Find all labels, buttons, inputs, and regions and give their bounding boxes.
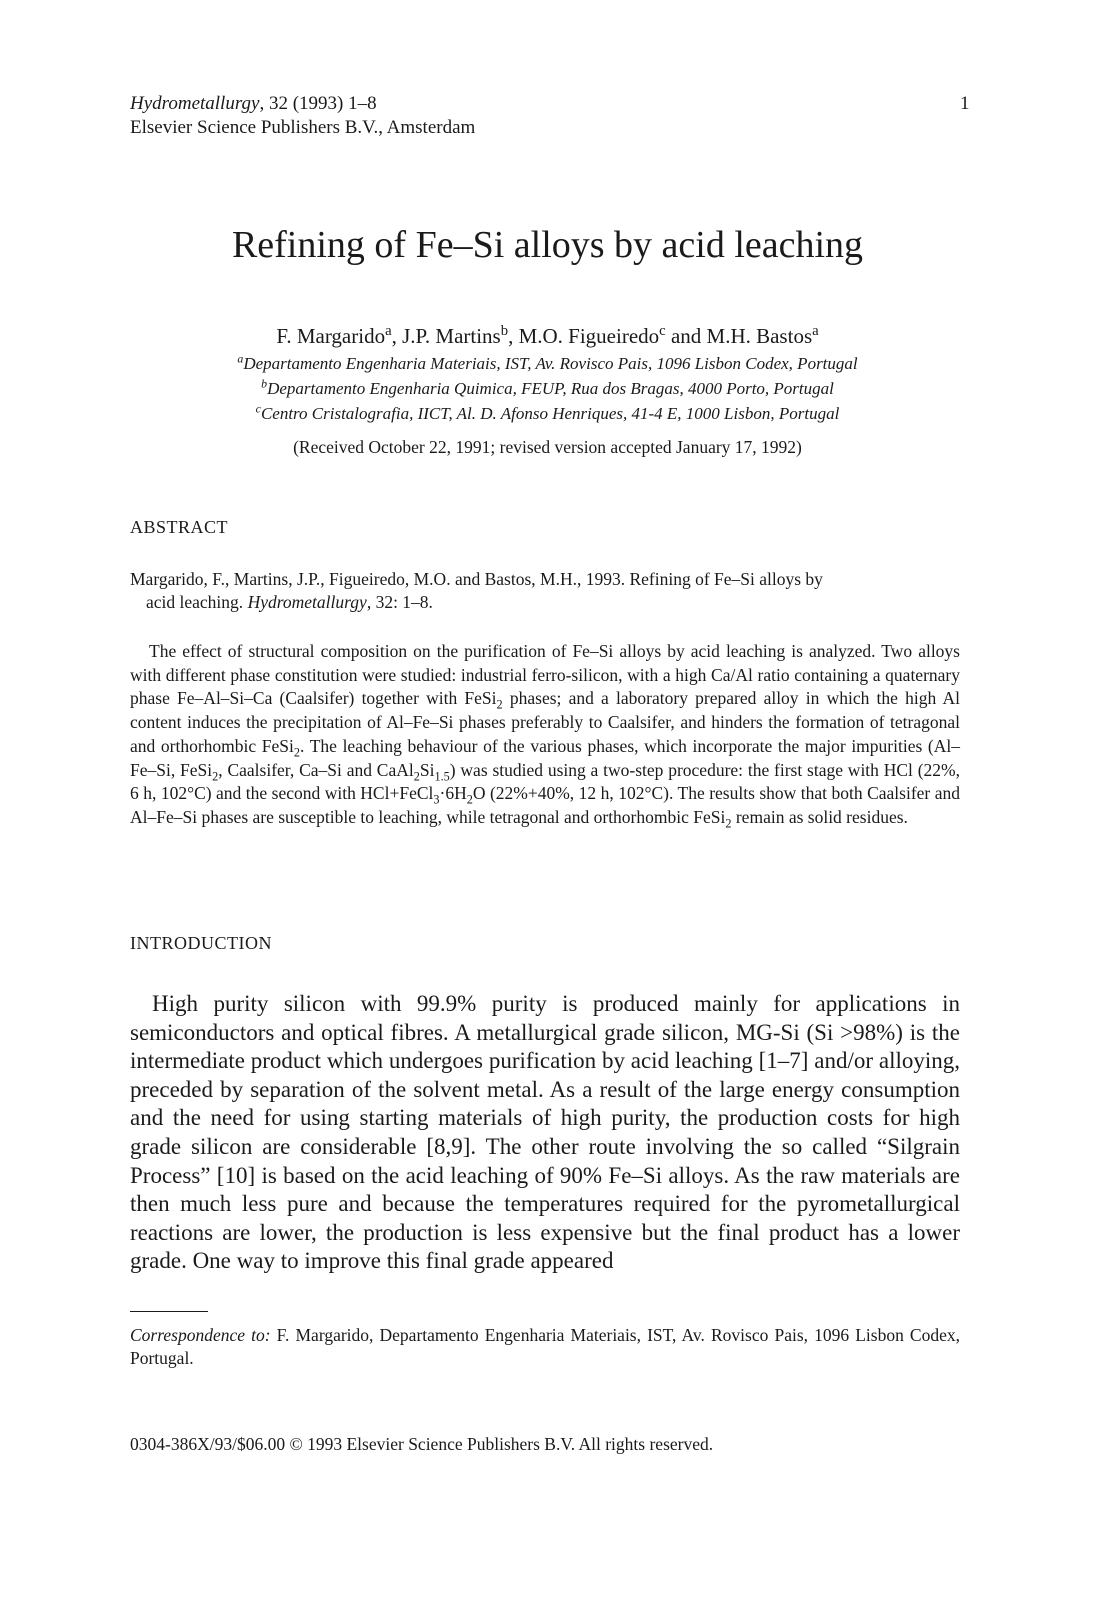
introduction-heading: INTRODUCTION xyxy=(130,933,272,953)
page-number: 1 xyxy=(960,93,970,114)
citation-journal: Hydrometallurgy xyxy=(247,592,367,612)
introduction-body: High purity silicon with 99.9% purity is produced mainly for applications in semiconductors and optical fibres. A metallurgical grade silicon, MG-Si (Si >98%) is the intermediate product which undergoes purification by acid leaching [1–7] and/or alloying, preceded by separation of the solvent metal. As a result of the large energy consumption and the need for using starting materials of high purity, the production costs for high grade silicon are considerable [8,9]. The other route involving the so called “Silgrain Process” [10] is based on the acid leaching of 90% Fe–Si alloys. As the raw materials are then much less pure and because the temperatures required for the pyrometallurgical reactions are lower, the production is less expensive but the final product has a lower grade. One way to improve this final grade appeared xyxy=(130,991,960,1274)
copyright-line: 0304-386X/93/$06.00 © 1993 Elsevier Science Publishers B.V. All rights reserved. xyxy=(130,1434,714,1454)
abstract-heading: ABSTRACT xyxy=(130,517,229,537)
affiliations xyxy=(0,351,1095,426)
paper-title: Refining of Fe–Si alloys by acid leaching xyxy=(231,224,864,266)
footnote-label: Correspondence to: xyxy=(130,1325,271,1345)
author: M.H. Bastos$^a$ xyxy=(706,323,819,348)
journal-name: Hydrometallurgy xyxy=(130,93,260,114)
footnote-divider xyxy=(130,1311,208,1312)
author: J.P. Martins$^b$ xyxy=(402,323,509,348)
journal-reference xyxy=(130,92,475,116)
affiliation: $^a$Departamento Engenharia Materiais, IST, Av. Rovisco Pais, 1096 Lisbon Codex, Portugal xyxy=(237,351,858,373)
citation-line: Margarido, F., Martins, J.P., Figueiredo, M.O. and Bastos, M.H., 1993. Refining of Fe–Si alloys by xyxy=(130,569,823,589)
affiliation: $^b$Departamento Engenharia Quimica, FEUP, Rua dos Bragas, 4000 Porto, Portugal xyxy=(261,376,834,398)
abstract-body: The effect of structural composition on the purification of Fe–Si alloys by acid leaching is analyzed. Two alloys with different phase constitution were studied: industrial ferro-silicon, with a high Ca/Al ratio containing a quaternary phase Fe–Al–Si–Ca (Caalsifer) together with FeSi$_2$ phases; and a laboratory prepared alloy in which the high Al content induces the precipitation of Al–Fe–Si phases preferably to Caalsifer, and hinders the formation of tetragonal and orthorhombic FeSi$_2$. The leaching behaviour of the various phases, which incorporate the major impurities (Al–Fe–Si, FeSi$_2$, Caalsifer, Ca–Si and $CaAl_2Si_{1.5}$) was studied using a two-step procedure: the first stage with HCl (22%, 6 h, 102°C) and the second with $HCl+FeCl_3\cdot 6H_2O$ (22%+40%, 12 h, 102°C). The results show that both Caalsifer and Al–Fe–Si phases are susceptible to leaching, while tetragonal and orthorhombic FeSi$_2$ remain as solid residues. xyxy=(130,641,961,831)
citation xyxy=(130,568,960,614)
author-list: F. Margarido$^a$, J.P. Martins$^b$, M.O. Figueiredo$^c$ and M.H. Bastos$^a$ xyxy=(276,323,819,348)
author: M.O. Figueiredo$^c$ xyxy=(518,323,666,348)
journal-header xyxy=(130,92,475,140)
author: F. Margarido$^a$ xyxy=(276,323,392,348)
received-dates: (Received October 22, 1991; revised version accepted January 17, 1992) xyxy=(293,437,802,457)
publisher-line: Elsevier Science Publishers B.V., Amsterdam xyxy=(130,117,476,138)
affiliation: $^c$Centro Cristalografia, IICT, Al. D. Afonso Henriques, 41-4 E, 1000 Lisbon, Portugal xyxy=(255,401,840,423)
citation-line: acid leaching. Hydrometallurgy, 32: 1–8. xyxy=(146,592,433,612)
journal-volume-pages: , 32 (1993) 1–8 xyxy=(259,93,377,114)
correspondence-footnote: Correspondence to: F. Margarido, Departamento Engenharia Materiais, IST, Av. Rovisco Pais, 1096 Lisbon Codex, Portugal. xyxy=(130,1325,960,1368)
